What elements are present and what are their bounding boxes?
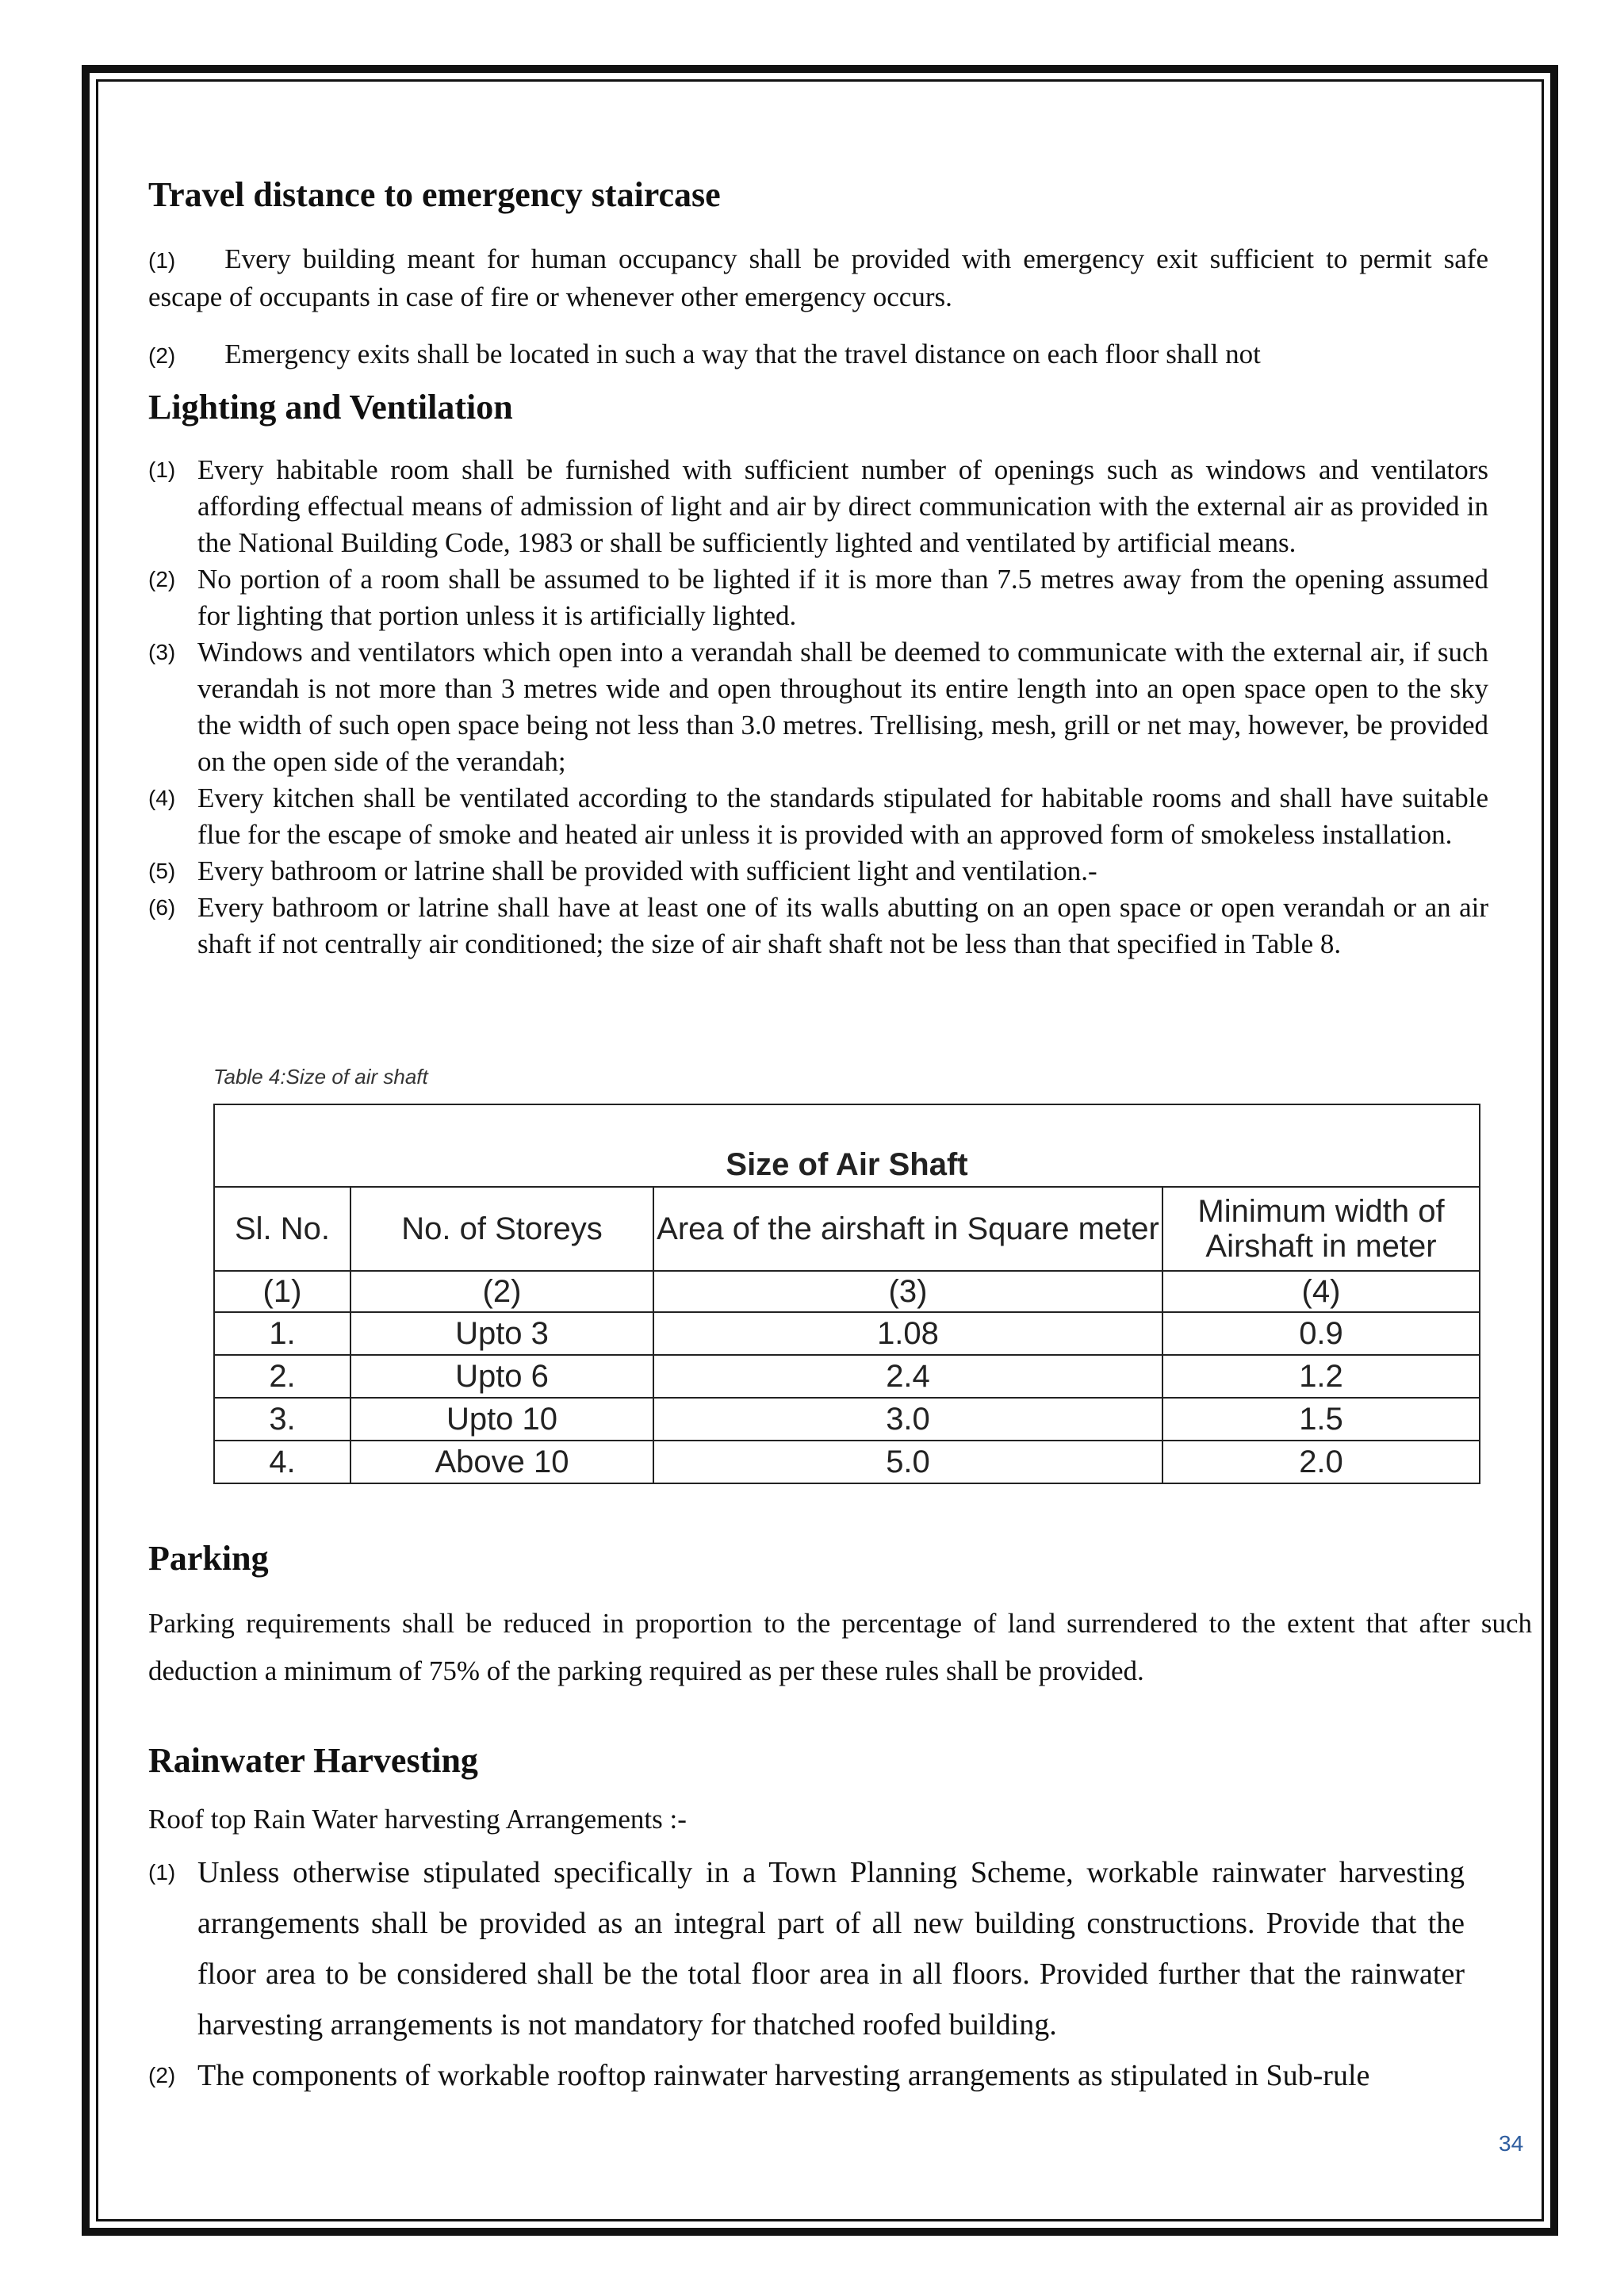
item-text: No portion of a room shall be assumed to be lighted if it is more than 7.5 metres away from the opening assumed for lighting that portion unless it is artificially lighted. bbox=[197, 564, 1488, 631]
item-text: The components of workable rooftop rainwater harvesting arrangements as stipulated in Sub-rule bbox=[197, 2059, 1370, 2092]
table-index-cell: (1) bbox=[214, 1271, 350, 1312]
list-item bbox=[148, 634, 1488, 780]
item-number: (1) bbox=[148, 248, 176, 273]
table-cell: Upto 10 bbox=[350, 1398, 653, 1441]
air-shaft-table bbox=[213, 1104, 1480, 1484]
table-cell: Upto 6 bbox=[350, 1355, 653, 1398]
table-cell: 2.0 bbox=[1162, 1441, 1480, 1483]
list-item bbox=[148, 890, 1488, 962]
list-item bbox=[148, 2050, 1465, 2101]
item-text: Unless otherwise stipulated specifically in a Town Planning Scheme, workable rainwater harvesting arrangements shall be provided as an integral part of all new building constructions. Provide that the floor area to be considered shall be the total floor area in all floors. Provided further that the rainwater harvesting arrangements is not mandatory for thatched roofed building. bbox=[197, 1856, 1465, 2042]
list-item bbox=[148, 452, 1488, 561]
item-number: (3) bbox=[148, 640, 176, 664]
item-number: (6) bbox=[148, 895, 176, 920]
travel-paragraph-1 bbox=[148, 241, 1488, 316]
table-cell: 3. bbox=[214, 1398, 350, 1441]
table-cell: 0.9 bbox=[1162, 1312, 1480, 1355]
heading-lighting-ventilation: Lighting and Ventilation bbox=[148, 388, 513, 427]
table-cell: 1.2 bbox=[1162, 1355, 1480, 1398]
item-number: (5) bbox=[148, 859, 176, 883]
parking-paragraph: Parking requirements shall be reduced in proportion to the percentage of land surrendered to the extent that after such deduction a minimum of 75% of the parking required as per these rules shall be provided. bbox=[148, 1608, 1532, 1686]
table-caption: Table 4:Size of air shaft bbox=[213, 1065, 428, 1089]
page-number: 34 bbox=[1499, 2131, 1524, 2156]
table-header-cell: Sl. No. bbox=[214, 1187, 350, 1271]
table-row bbox=[214, 1312, 1480, 1355]
table-cell: 4. bbox=[214, 1441, 350, 1483]
table-header-cell: No. of Storeys bbox=[350, 1187, 653, 1271]
item-number: (2) bbox=[148, 343, 176, 368]
table-cell: Upto 3 bbox=[350, 1312, 653, 1355]
table-cell: 1.5 bbox=[1162, 1398, 1480, 1441]
item-text: Every bathroom or latrine shall have at least one of its walls abutting on an open space or open verandah or an air shaft if not centrally air conditioned; the size of air shaft shaft not be less than that specified in Table 8. bbox=[197, 892, 1488, 959]
table-header-cell: Minimum width of Airshaft in meter bbox=[1162, 1187, 1480, 1271]
list-item bbox=[148, 853, 1488, 890]
table-cell: Above 10 bbox=[350, 1441, 653, 1483]
table-index-cell: (3) bbox=[653, 1271, 1162, 1312]
table-index-cell: (4) bbox=[1162, 1271, 1480, 1312]
lighting-list bbox=[148, 452, 1488, 962]
item-text: Every habitable room shall be furnished with sufficient number of openings such as windows and ventilators affording effectual means of admission of light and air by direct communication with the external air as provided in the National Building Code, 1983 or shall be sufficiently lighted and ventilated by artificial means. bbox=[197, 454, 1488, 558]
item-text: Windows and ventilators which open into a verandah shall be deemed to communicate with the external air, if such verandah is not more than 3 metres wide and open throughout its entire length into an open space open to the sky the width of such open space being not less than 3.0 metres. Trellising, mesh, grill or net may, however, be provided on the open side of the verandah; bbox=[197, 637, 1488, 777]
item-text: Emergency exits shall be located in such a way that the travel distance on each floor shall not bbox=[224, 339, 1261, 369]
item-number: (2) bbox=[148, 2063, 176, 2087]
list-item bbox=[148, 780, 1488, 853]
item-text: Every bathroom or latrine shall be provided with sufficient light and ventilation.- bbox=[197, 855, 1097, 886]
item-number: (1) bbox=[148, 457, 176, 482]
item-text: Every kitchen shall be ventilated according to the standards stipulated for habitable rooms and shall have suitable flue for the escape of smoke and heated air unless it is provided with an approved form of smokeless installation. bbox=[197, 783, 1488, 850]
table-row bbox=[214, 1355, 1480, 1398]
list-item bbox=[148, 1847, 1465, 2050]
table-cell: 2. bbox=[214, 1355, 350, 1398]
table-cell: 5.0 bbox=[653, 1441, 1162, 1483]
heading-parking: Parking bbox=[148, 1539, 269, 1578]
rainwater-list bbox=[148, 1847, 1465, 2101]
table-row bbox=[214, 1441, 1480, 1483]
item-number: (2) bbox=[148, 567, 176, 591]
table-row bbox=[214, 1398, 1480, 1441]
table-cell: 2.4 bbox=[653, 1355, 1162, 1398]
item-number: (4) bbox=[148, 786, 176, 810]
list-item bbox=[148, 561, 1488, 634]
item-text: Every building meant for human occupancy shall be provided with emergency exit sufficient to permit safe escape of occupants in case of fire or whenever other emergency occurs. bbox=[148, 243, 1488, 312]
rainwater-intro: Roof top Rain Water harvesting Arrangements :- bbox=[148, 1804, 687, 1835]
table-title: Size of Air Shaft bbox=[214, 1104, 1480, 1187]
heading-travel-distance: Travel distance to emergency staircase bbox=[148, 175, 721, 214]
table-index-cell: (2) bbox=[350, 1271, 653, 1312]
heading-rainwater-harvesting: Rainwater Harvesting bbox=[148, 1741, 478, 1780]
travel-paragraph-2 bbox=[148, 336, 1488, 374]
table-cell: 1. bbox=[214, 1312, 350, 1355]
item-number: (1) bbox=[148, 1860, 176, 1885]
table-cell: 3.0 bbox=[653, 1398, 1162, 1441]
table-cell: 1.08 bbox=[653, 1312, 1162, 1355]
table-header-cell: Area of the airshaft in Square meter bbox=[653, 1187, 1162, 1271]
